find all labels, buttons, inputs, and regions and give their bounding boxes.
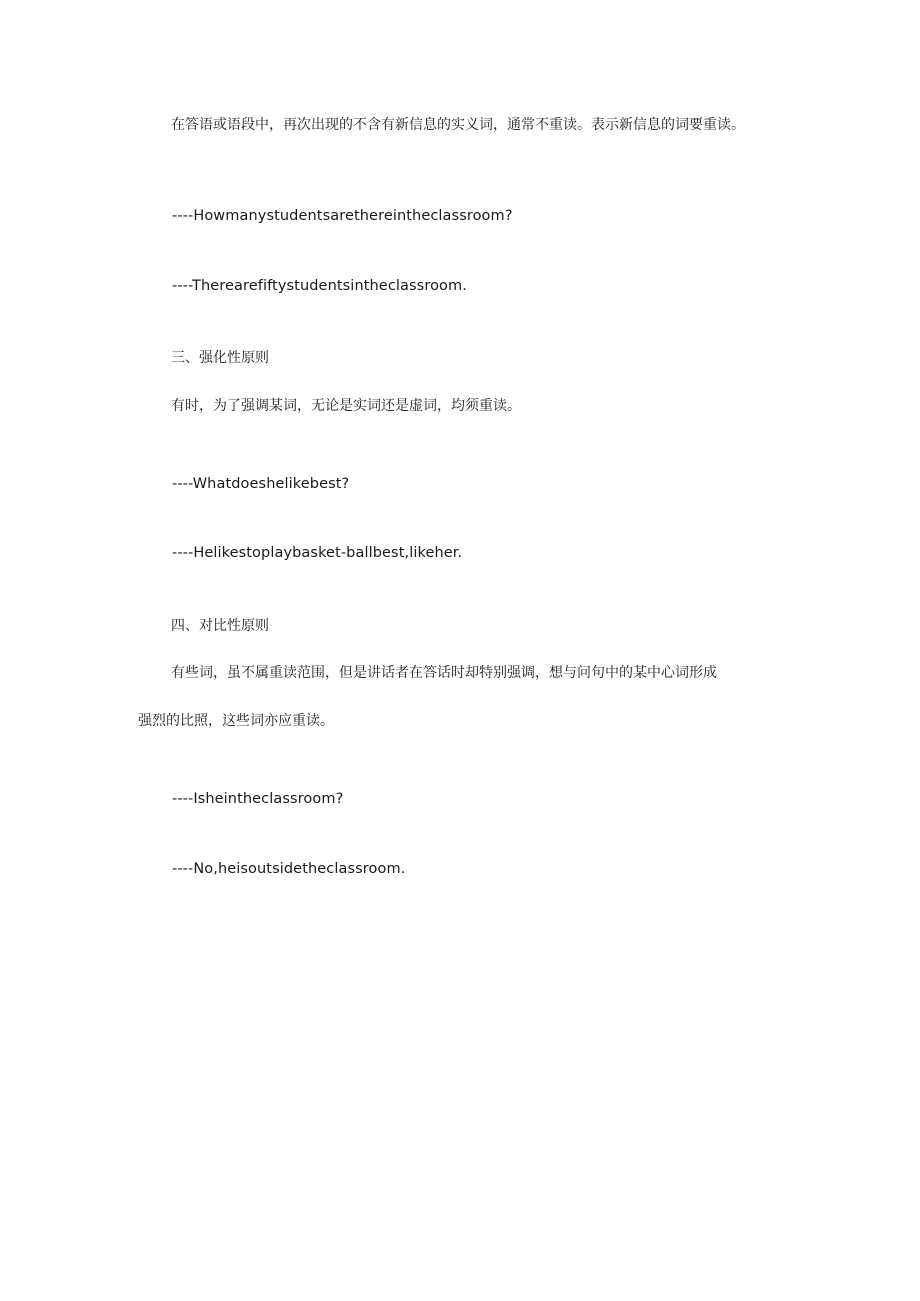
section-heading-3: 三、强化性原则 xyxy=(171,350,269,366)
example-3-question: ----Isheintheclassroom? xyxy=(172,791,344,807)
example-2-question: ----Whatdoeshelikebest? xyxy=(172,476,350,492)
example-1-question: ----Howmanystudentsarethereintheclassroom? xyxy=(172,208,513,224)
section-heading-4: 四、对比性原则 xyxy=(171,618,269,634)
paragraph-new-information: 在答语或语段中，再次出现的不含有新信息的实义词，通常不重读。表示新信息的词要重读。 xyxy=(171,117,745,133)
example-3-answer: ----No,heisoutsidetheclassroom. xyxy=(172,861,406,877)
paragraph-emphasis: 有时，为了强调某词，无论是实词还是虚词，均须重读。 xyxy=(171,398,521,414)
example-2-answer: ----Helikestoplaybasket-ballbest,likeher. xyxy=(172,545,463,561)
paragraph-contrast-line-1: 有些词，虽不属重读范围，但是讲话者在答话时却特别强调，想与问句中的某中心词形成 xyxy=(171,665,717,681)
example-1-answer: ----Therearefiftystudentsintheclassroom. xyxy=(172,278,467,294)
paragraph-contrast-line-2: 强烈的比照，这些词亦应重读。 xyxy=(138,713,334,729)
